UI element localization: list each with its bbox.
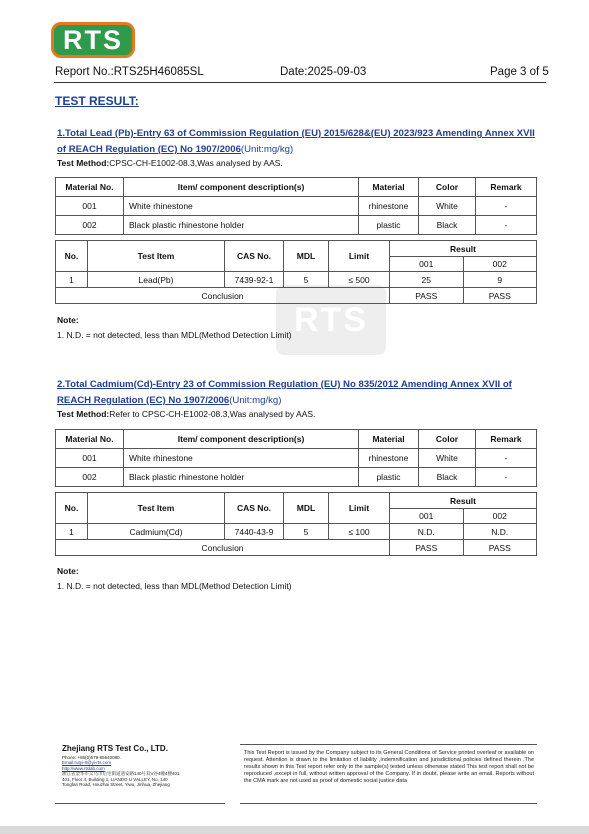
conclusion-001: PASS [390,540,464,556]
company-address-cn: 浙江省金华市义乌市后宅街道遗安路140号双V谷4幢4楼401 [62,771,180,777]
cell-limit: ≤ 500 [329,272,390,288]
footer-divider-right-bottom [240,803,537,804]
cell-remark: - [476,468,537,487]
company-phone: Phone: +86(0)579-85640080. [62,755,121,760]
cell-material-no: 001 [56,197,124,216]
method-label: Test Method: [57,409,110,419]
cell-no: 1 [56,524,88,540]
cell-remark: - [476,216,537,235]
cell-cas: 7440-43-9 [225,524,284,540]
section-1-title-unit: (Unit:mg/kg) [240,144,294,155]
cell-mdl: 5 [284,524,329,540]
rts-logo [51,22,135,58]
cell-material: plastic [359,468,419,487]
company-name: Zhejiang RTS Test Co., LTD. [62,744,168,753]
cell-material: rhinestone [359,449,419,468]
col-cas-no: CAS No. [225,241,284,272]
col-no: No. [56,241,88,272]
cell-color: Black [419,216,476,235]
method-text: Refer to CPSC-CH-E1002-08.3,Was analysed by AAS. [109,409,316,419]
footer-divider-left [55,803,225,804]
conclusion-label: Conclusion [56,540,390,556]
section-2-result-table [55,492,537,556]
col-result: Result [390,493,537,509]
section-1-note-text: 1. N.D. = not detected, less than MDL(Method Detection Limit) [57,330,292,340]
company-contact [62,755,182,787]
section-2-title-main: 2.Total Cadmium(Cd)-Entry 23 of Commission Regulation (EU) No 835/2012 Amending Annex XVII of REACH Regulation (EC) No 1907/2006 [57,379,512,406]
cell-material: plastic [359,216,419,235]
col-material: Material [359,178,419,197]
cell-result-002: 9 [463,272,537,288]
table-row [56,468,537,487]
method-label: Test Method: [57,158,110,168]
section-1-method [57,158,283,168]
col-material-no: Material No. [56,178,124,197]
col-sample-001: 001 [390,509,464,524]
col-limit: Limit [329,493,390,524]
col-sample-001: 001 [390,257,464,272]
company-address-en: 401, Floor 4, Building 1, LIANDO U VALLEY, No. 140 Tongfan Road, Houzhai Street, Yiwu, Jinhua, Zhejiang [62,776,170,788]
col-no: No. [56,493,88,524]
col-remark: Remark [476,430,537,449]
col-description: Item/ component description(s) [124,178,359,197]
section-2-method [57,409,315,419]
col-remark: Remark [476,178,537,197]
company-email-link[interactable]: Email:rutyi-8@yi-rts.com [62,760,112,766]
cell-description: Black plastic rhinestone holder [124,468,359,487]
conclusion-001: PASS [390,288,464,304]
col-color: Color [419,178,476,197]
cell-remark: - [476,449,537,468]
method-text: CPSC-CH-E1002-08.3,Was analysed by AAS. [109,158,283,168]
col-limit: Limit [329,241,390,272]
section-2-note-heading: Note: [57,566,79,576]
conclusion-002: PASS [463,288,537,304]
col-result: Result [390,241,537,257]
col-mdl: MDL [284,241,329,272]
col-cas-no: CAS No. [225,493,284,524]
col-sample-002: 002 [463,509,537,524]
cell-color: Black [419,468,476,487]
cell-result-001: 25 [390,272,464,288]
cell-result-002: N.D. [463,524,537,540]
col-test-item: Test Item [88,493,225,524]
section-2-title-unit: (Unit:mg/kg) [229,395,282,406]
page-number: Page 3 of 5 [490,66,549,78]
cell-material-no: 001 [56,449,124,468]
cell-test-item: Cadmium(Cd) [88,524,225,540]
table-row [56,197,537,216]
col-description: Item/ component description(s) [124,430,359,449]
table-row [56,272,537,288]
col-test-item: Test Item [88,241,225,272]
conclusion-row [56,288,537,304]
report-date: Date:2025-09-03 [280,66,367,78]
table-row [56,449,537,468]
footer-divider-right-top [240,744,537,745]
section-2-note-text: 1. N.D. = not detected, less than MDL(Method Detection Limit) [57,581,292,591]
section-1-title-main: 1.Total Lead (Pb)-Entry 63 of Commission Regulation (EU) 2015/628&(EU) 2023/923 Amending Annex XVII of REACH Regulation (EC) No 1907/2006 [57,128,535,155]
cell-test-item: Lead(Pb) [88,272,225,288]
table-row [56,216,537,235]
cell-result-001: N.D. [390,524,464,540]
section-2-material-table [55,429,537,487]
col-mdl: MDL [284,493,329,524]
logo-text: RTS [63,24,123,55]
cell-description: White rhinestone [124,449,359,468]
col-color: Color [419,430,476,449]
header-divider [54,82,546,83]
col-sample-002: 002 [463,257,537,272]
cell-limit: ≤ 100 [329,524,390,540]
cell-remark: - [476,197,537,216]
cell-color: White [419,197,476,216]
cell-description: White rhinestone [124,197,359,216]
section-1-result-table [55,240,537,304]
cell-no: 1 [56,272,88,288]
disclaimer-text: This Test Report is issued by the Company subject to its General Conditions of Service printed overleaf or available on request. Attention is drawn to the limitation of liability ,indemnification and jurisdictional policies defined therein .The results shown in this Test report refer only to the sample(s) tested unless otherwise stated This test report shall not be reproduced ,except in full, without written approval of the Company. If in doubt, please write an email. Reports without the CMA mark are not used as proof of domestic social justice data [244,750,534,784]
cell-material-no: 002 [56,468,124,487]
section-1-title [57,126,539,158]
page-bottom-bar [0,826,589,834]
cell-material-no: 002 [56,216,124,235]
section-2-title [57,377,539,409]
test-result-heading: TEST RESULT: [55,94,139,108]
conclusion-row [56,540,537,556]
section-1-material-table [55,177,537,235]
section-1-note-heading: Note: [57,315,79,325]
watermark-text: RTS [294,300,368,339]
cell-color: White [419,449,476,468]
report-number: Report No.:RTS25H46085SL [55,66,204,78]
col-material: Material [359,430,419,449]
table-row [56,524,537,540]
cell-cas: 7439-92-1 [225,272,284,288]
cell-material: rhinestone [359,197,419,216]
company-web-link[interactable]: http://www.rtslab.com [62,765,105,771]
cell-mdl: 5 [284,272,329,288]
cell-description: Black plastic rhinestone holder [124,216,359,235]
conclusion-label: Conclusion [56,288,390,304]
col-material-no: Material No. [56,430,124,449]
conclusion-002: PASS [463,540,537,556]
